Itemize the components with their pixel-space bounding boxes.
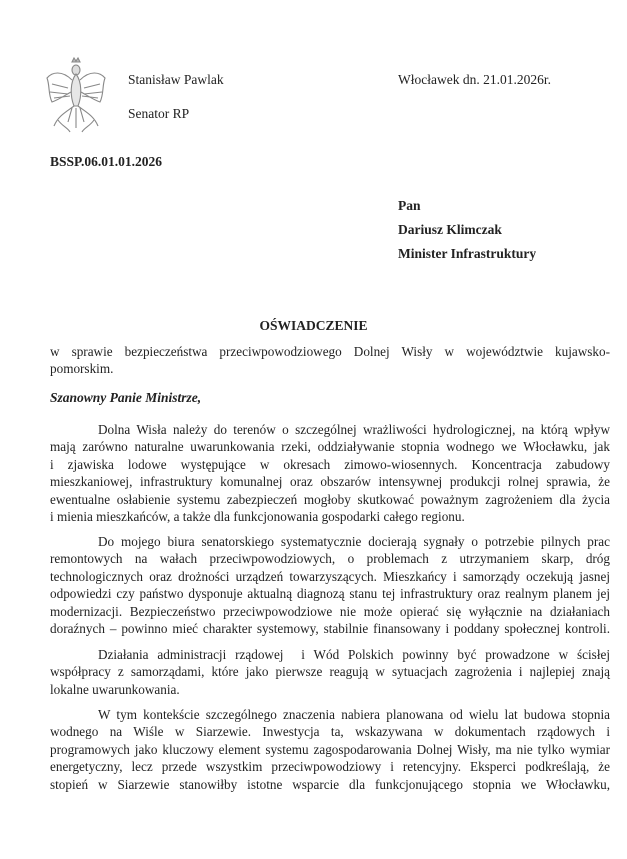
text-line: modernizacji. Bezpieczeństwo przeciwpowodziowe nie może opierać się wyłącznie na działaniach xyxy=(50,603,610,619)
text-line: doraźnych – powinno mieć charakter systemowy, stabilnie finansowany i poddany społecznej kontroli. xyxy=(50,620,610,636)
text-line: mają zarówno naturalne uwarunkowania rzeki, oddziaływanie stopnia wodnego we Włocławku, jak xyxy=(50,439,610,455)
reference-number: BSSP.06.01.01.2026 xyxy=(50,154,163,169)
text-line: i mienia mieszkańców, a także dla funkcjonowania gospodarki całego regionu. xyxy=(50,508,465,524)
polish-eagle-emblem-icon xyxy=(44,56,108,136)
paragraph-1 xyxy=(50,421,610,525)
paragraph-4 xyxy=(50,706,610,793)
text-line: lokalne uwarunkowania. xyxy=(50,681,180,697)
text-line: i zjawiska lodowe występujące w okresach zimowo-wiosennych. Koncentracja zabudowy xyxy=(50,456,610,472)
text-line: W tym kontekście szczególnego znaczenia nabiera planowana od wielu lat budowa stopnia xyxy=(98,707,610,722)
text-line: programowych jako kluczowy element systemu zagospodarowania Dolnej Wisły, ma nie tylko wymiar xyxy=(50,741,610,757)
text-line: Działania administracji rządowej i Wód Polskich powinny być prowadzone w ścisłej xyxy=(98,647,610,662)
place-date: Włocławek dn. 21.01.2026r. xyxy=(398,72,551,87)
text-line: odpowiedzi czy państwo dysponuje aktualną diagnozą stanu tej infrastruktury oraz realnym planem jej xyxy=(50,586,610,602)
subject xyxy=(50,343,610,378)
subject-line: w sprawie bezpieczeństwa przeciwpowodziowego Dolnej Wisły w województwie kujawsko- xyxy=(50,344,610,359)
sender-title: Senator RP xyxy=(128,106,190,121)
recipient-salutation: Pan xyxy=(398,198,421,213)
text-line: współpracy z samorządami, które jako pierwsze reagują w sytuacjach zagrożenia i najlepiej znają xyxy=(50,664,610,680)
subject-line: pomorskim. xyxy=(50,361,114,377)
paragraph-3 xyxy=(50,646,610,698)
text-line: stopień w Siarzewie stanowiłby istotne wsparcie dla funkcjonującego stopnia we Włocławku, xyxy=(50,776,610,792)
text-line: remontowych na wałach przeciwpowodziowych, o problemach z utrzymaniem skarp, dróg xyxy=(50,551,610,567)
text-line: technologicznych oraz drożności urządzeń towarzyszących. Mieszkańcy i samorządy oczekują jasnej xyxy=(50,568,610,584)
text-line: ewentualne osłabienie systemu zabezpieczeń mogłoby skutkować poważnym zagrożeniem dla życia xyxy=(50,491,610,507)
text-line: wodnego na Wiśle w Siarzewie. Inwestycja ta, wskazywana w dokumentach rządowych i xyxy=(50,724,610,740)
text-line: Dolna Wisła należy do terenów o szczególnej wrażliwości hydrologicznej, na którą wpływ xyxy=(98,422,610,437)
recipient-title: Minister Infrastruktury xyxy=(398,246,537,261)
text-line: Do mojego biura senatorskiego systematycznie docierają sygnały o potrzebie pilnych prac xyxy=(98,534,610,549)
text-line: mieszkaniowej, infrastruktury komunalnej oraz obszarów intensywnej produkcji rolnej sprawia, że xyxy=(50,474,610,490)
recipient-name: Dariusz Klimczak xyxy=(398,222,502,237)
greeting: Szanowny Panie Ministrze, xyxy=(50,390,202,405)
sender-name: Stanisław Pawlak xyxy=(128,72,224,87)
document-title: OŚWIADCZENIE xyxy=(259,318,368,333)
paragraph-2 xyxy=(50,533,610,637)
text-line: energetyczny, lecz przede wszystkim przeciwpowodziowy i retencyjny. Eksperci podkreślają, że xyxy=(50,759,610,775)
